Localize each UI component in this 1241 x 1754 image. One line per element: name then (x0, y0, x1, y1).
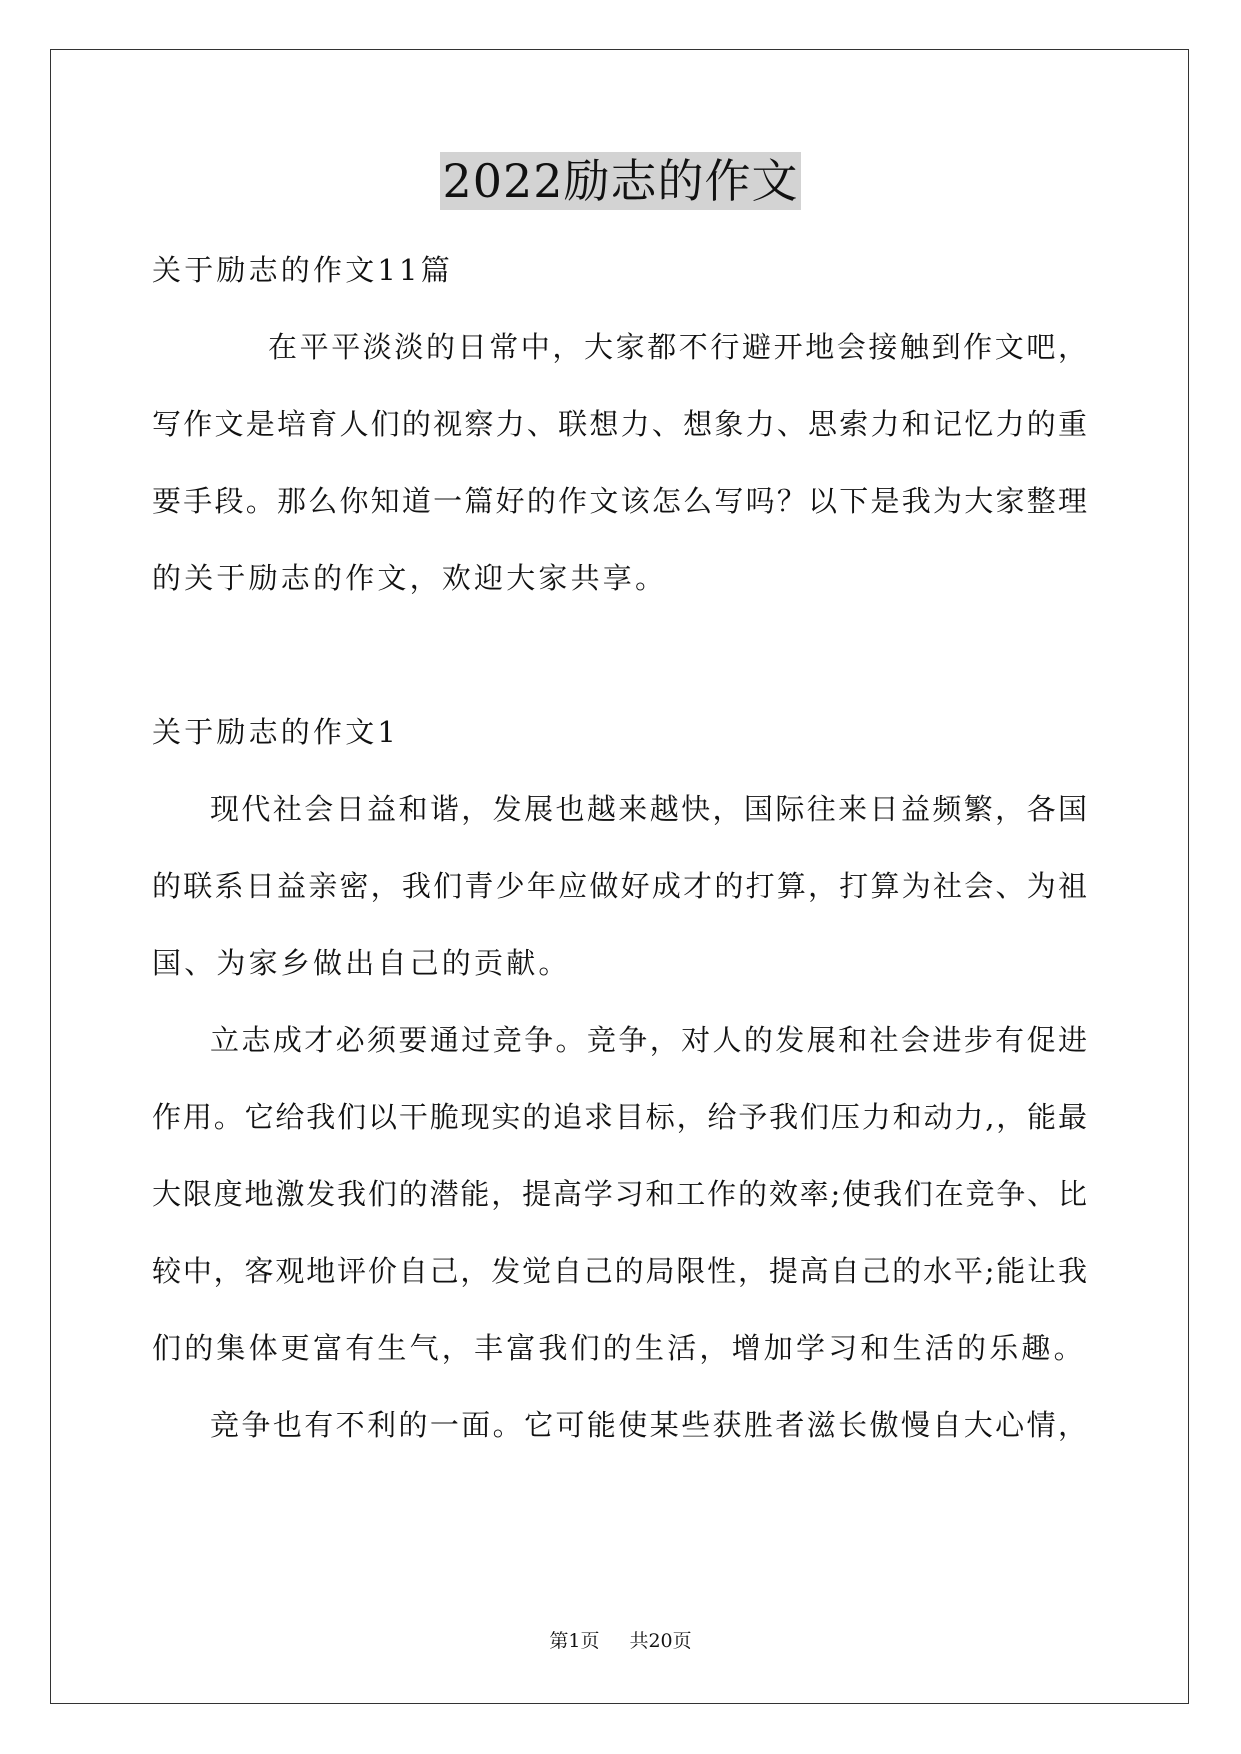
text-line: 较中，客观地评价自己，发觉自己的局限性，提高自己的水平;能让我 (152, 1254, 1087, 1288)
document-title: 2022励志的作文 (442, 154, 799, 208)
text-line: 立志成才必须要通过竞争。竞争，对人的发展和社会进步有促进 (210, 1023, 1087, 1057)
title-container (0, 152, 1241, 210)
text-line: 在平平淡淡的日常中，大家都不行避开地会接触到作文吧， (268, 330, 1087, 364)
text-line: 大限度地激发我们的潜能，提高学习和工作的效率;使我们在竞争、比 (152, 1177, 1087, 1211)
blank-line (152, 617, 1087, 694)
page-number: 第1页 (549, 1630, 600, 1652)
document-body (152, 232, 1087, 1464)
text-line: 竞争也有不利的一面。它可能使某些获胜者滋长傲慢自大心情， (210, 1408, 1087, 1442)
text-line: 关于励志的作文11篇 (152, 253, 453, 287)
text-line: 关于励志的作文1 (152, 715, 400, 749)
text-line: 作用。它给我们以干脆现实的追求目标，给予我们压力和动力,，能最 (152, 1100, 1087, 1134)
page-total: 共20页 (629, 1630, 692, 1652)
page-footer (0, 1628, 1241, 1654)
text-line: 们的集体更富有生气，丰富我们的生活，增加学习和生活的乐趣。 (152, 1331, 1086, 1365)
text-line: 写作文是培育人们的视察力、联想力、想象力、思索力和记忆力的重 (152, 407, 1087, 441)
text-line: 要手段。那么你知道一篇好的作文该怎么写吗？以下是我为大家整理 (152, 484, 1087, 518)
text-line: 现代社会日益和谐，发展也越来越快，国际往来日益频繁，各国 (210, 792, 1087, 826)
text-line: 国、为家乡做出自己的贡献。 (152, 946, 571, 980)
text-line: 的联系日益亲密，我们青少年应做好成才的打算，打算为社会、为祖 (152, 869, 1087, 903)
text-line: 的关于励志的作文，欢迎大家共享。 (152, 561, 668, 595)
